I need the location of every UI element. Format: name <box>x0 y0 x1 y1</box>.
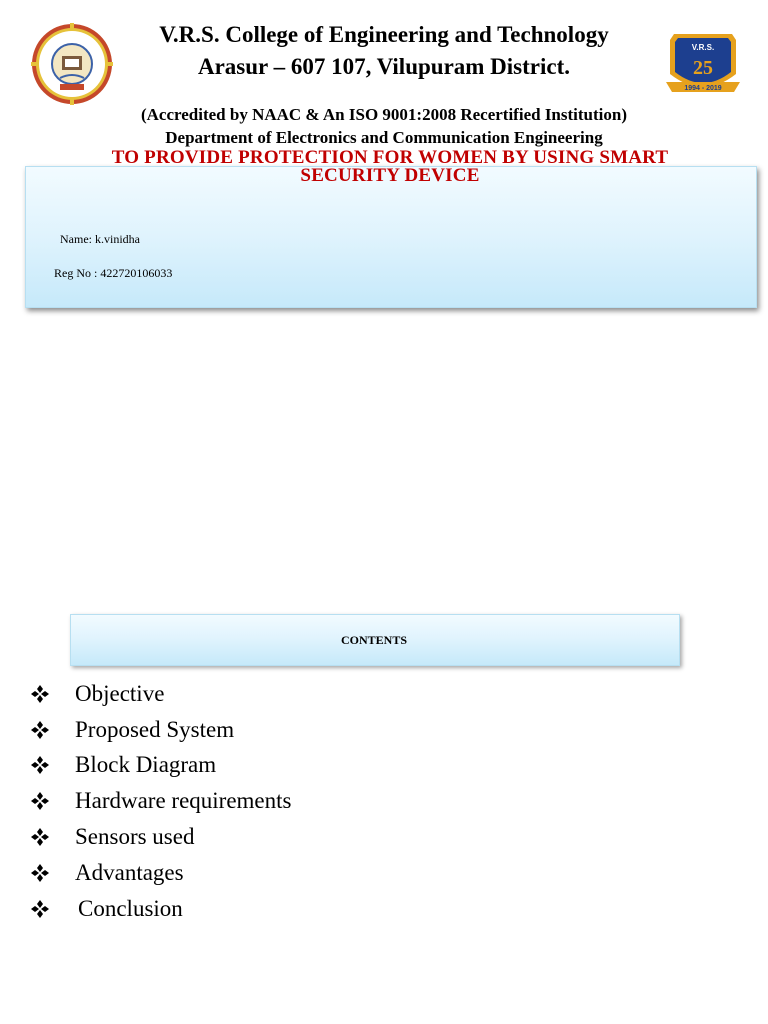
college-address: Arasur – 607 107, Vilupuram District. <box>197 54 571 79</box>
list-item <box>30 891 291 927</box>
contents-heading: CONTENTS <box>340 633 408 647</box>
diamond-bullet-icon <box>30 684 50 704</box>
list-item <box>30 676 291 712</box>
list-item-label: Proposed System <box>75 716 235 742</box>
department-name: Department of Electronics and Communication Engineering <box>165 128 603 147</box>
registration-number: Reg No : 422720106033 <box>54 266 173 280</box>
emblem-years: 1994 - 2019 <box>684 85 722 92</box>
project-title-line-1: TO PROVIDE PROTECTION FOR WOMEN BY USING SMART <box>111 147 669 168</box>
list-item-label: Hardware requirements <box>75 788 292 814</box>
list-item-label: Advantages <box>75 859 184 885</box>
college-name: V.R.S. College of Engineering and Technology <box>159 22 609 47</box>
diamond-bullet-icon <box>30 827 50 847</box>
list-item <box>30 783 291 819</box>
list-item-label: Objective <box>75 680 165 706</box>
list-item <box>30 712 291 748</box>
svg-text:25: 25 <box>693 57 713 79</box>
diamond-bullet-icon <box>30 863 50 883</box>
diamond-bullet-icon <box>30 791 50 811</box>
contents-list <box>30 676 291 927</box>
diamond-bullet-icon <box>30 755 50 775</box>
list-item-label: Sensors used <box>75 824 195 850</box>
diamond-bullet-icon <box>30 720 50 740</box>
list-item <box>30 748 291 784</box>
list-item <box>30 819 291 855</box>
list-item-label: Block Diagram <box>75 752 217 778</box>
list-item-label: Conclusion <box>78 895 183 921</box>
project-title-line-2: SECURITY DEVICE <box>300 165 480 186</box>
project-title <box>80 147 700 186</box>
student-name: Name: k.vinidha <box>60 232 140 246</box>
emblem-title: V.R.S. <box>691 43 715 52</box>
accreditation-line: (Accredited by NAAC & An ISO 9001:2008 Recertified Institution) <box>140 105 628 124</box>
list-item <box>30 855 291 891</box>
diamond-bullet-icon <box>30 899 50 919</box>
